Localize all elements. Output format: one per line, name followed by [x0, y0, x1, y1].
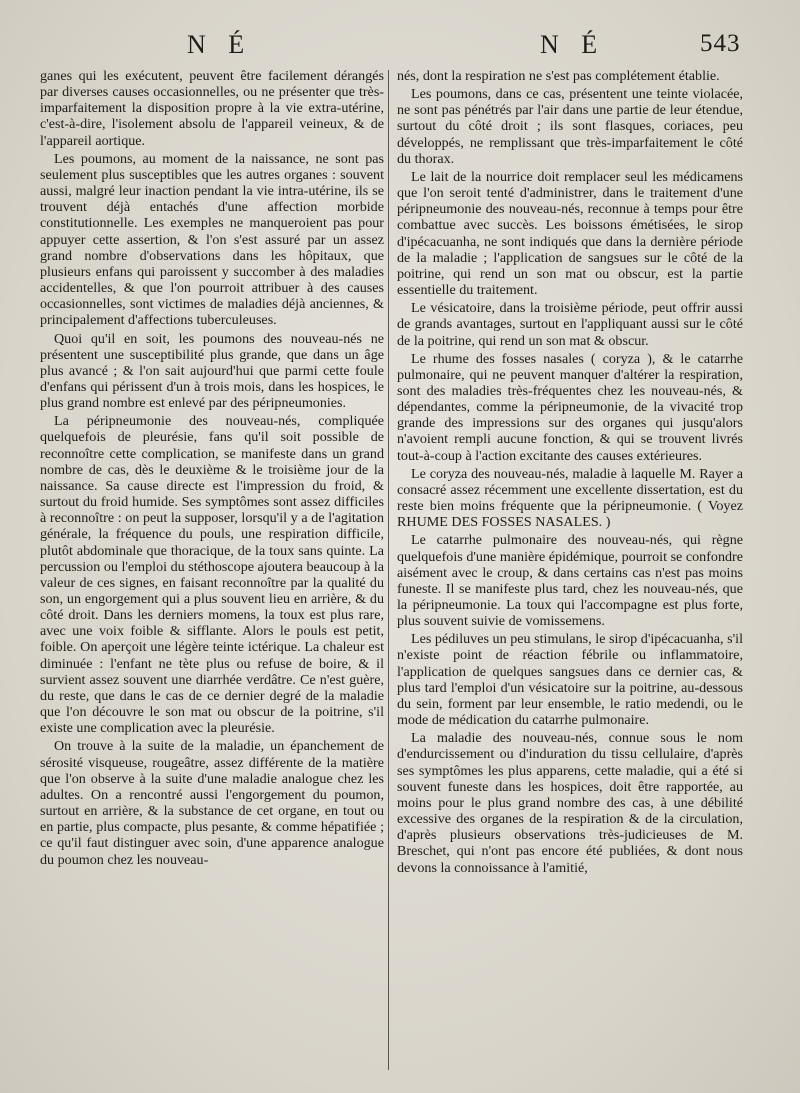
paragraph: On trouve à la suite de la maladie, un épanchement de sérosité visqueuse, rougeâtre, assez différente de la matière que l'on observe à la suite d'une maladie analogue chez les adultes. On a rencontré aussi l'engorgement du poumon, surtout en arrière, & la substance de cet organe, en tout ou en partie, plus compacte, plus pesante, & comme hépatifiée ; ce qu'il faut distinguer avec soin, d'une apparence analogue du poumon chez les nouveau- [40, 738, 384, 868]
right-column [397, 68, 743, 876]
paragraph: Le catarrhe pulmonaire des nouveau-nés, qui règne quelquefois d'une manière épidémique, pourroit se confondre aisément avec le croup, & dans certains cas n'est pas moins funeste. Il se manifeste plus tard, chez les nouveau-nés, que la péripneumonie. La toux qui l'accompagne est plus forte, plus souvent suivie de vomissemens. [397, 532, 743, 630]
paragraph: La péripneumonie des nouveau-nés, compliquée quelquefois de pleurésie, fans qu'il soit possible de reconnoître cette complication, se manifeste dans un grand nombre de cas, dès le deuxième & le troisième jour de la naissance. Sa cause directe est l'impression du froid, & surtout du froid humide. Ses symptômes sont assez difficiles à reconnoître : on peut la supposer, lorsqu'il y a de l'agitation générale, la fréquence du pouls, une respiration difficile, plutôt abdominale que thoracique, de la toux sans quinte. La percussion ou l'emploi du stéthoscope ajoutera beaucoup à la valeur de ces signes, en faisant reconnoître par la qualité du son, un engorgement qui a plus souvent lieu en arrière, & du côté droit. Dans les derniers momens, la toux est plus rare, avec une voix foible & sifflante. Alors le pouls est petit, foible. On aperçoit une légère teinte ictérique. La chaleur est diminuée : l'enfant ne tète plus ou refuse de boire, & il survient assez souvent une diarrhée verdâtre. Ce n'est guère, du reste, que dans le cas de ce dernier degré de la maladie que l'on découvre le son mat ou obscur de la poitrine, s'il existe une complication avec la pleurésie. [40, 413, 384, 737]
paragraph: nés, dont la respiration ne s'est pas complétement établie. [397, 68, 720, 84]
paragraph: Les poumons, au moment de la naissance, ne sont pas seulement plus susceptibles que les autres organes : souvent aussi, malgré leur inaction pendant la vie intra-utérine, ils se trouvent déjà entachés d'une affection morbide constitutionnelle. Les exemples ne manqueroient pas pour appuyer cette assertion, & l'on s'est assuré par un assez grand nombre d'observations dans les hôpitaux, que plusieurs enfans qui paroissent y succomber à des maladies accidentelles, & que l'on pourroit attribuer à des causes occasionnelles, sont victimes de maladies déjà anciennes, & principalement d'affections tuberculeuses. [40, 150, 384, 329]
column-divider [388, 70, 389, 1070]
header-right-title: N É [540, 30, 606, 59]
paragraph: Le lait de la nourrice doit remplacer seul les médicamens que l'on seroit tenté d'administrer, dans le traitement d'une péripneumonie des nouveau-nés, reconnue à temps pour être combattue avec succès. Les boissons émétisées, le sirop d'ipécacuanha, ne sont indiqués que dans la dernière période de la maladie ; l'application de sangsues sur le côté de la poitrine, qui rend un son mat ou obscur, est la partie essentielle du traitement. [397, 168, 743, 299]
header-left-title: N É [187, 30, 253, 59]
running-header [0, 30, 800, 64]
page-number: 543 [700, 30, 741, 57]
paragraph: Le rhume des fosses nasales ( coryza ), & le catarrhe pulmonaire, qui ne peuvent manquer d'altérer la respiration, sont des maladies très-fréquentes chez les nouveau-nés, & dépendantes, comme la péripneumonie, de la vivacité trop grande des impressions sur des organes qui jusqu'alors n'avoient rempli aucune fonction, & qui se trouvent livrés tout-à-coup à l'action excitante des causes extérieures. [397, 350, 743, 464]
paragraph: Le coryza des nouveau-nés, maladie à laquelle M. Rayer a consacré assez récemment une excellente dissertation, est du reste bien moins fréquente que la péripneumonie. ( Voyez RHUME DES FOSSES NASALES. ) [397, 465, 743, 531]
paragraph: Les poumons, dans ce cas, présentent une teinte violacée, ne sont pas pénétrés par l'air dans une partie de leur étendue, surtout du côté droit ; ils sont flasques, coriaces, peu développés, ne remplissant que très-imparfaitement le côté du thorax. [397, 86, 743, 167]
paragraph: Le vésicatoire, dans la troisième période, peut offrir aussi de grands avantages, surtout en l'appliquant aussi sur le côté de la poitrine, qui rend un son mat & obscur. [397, 300, 743, 349]
paragraph: Les pédiluves un peu stimulans, le sirop d'ipécacuanha, s'il n'existe point de réaction fébrile ou inflammatoire, l'application de quelques sangsues dans ce dernier cas, & plus tard l'emploi d'un vésicatoire sur la poitrine, au-dessous du sein, forment par leur ensemble, le ratio medendi, ou le mode de médication du catarrhe pulmonaire. [397, 631, 743, 729]
paragraph: ganes qui les exécutent, peuvent être facilement dérangés par diverses causes occasionnelles, ou ne présenter que très-imparfaitement la disposition propre à la vie extra-utérine, c'est-à-dire, l'isolement absolu de l'appareil veineux, & de l'appareil aortique. [40, 68, 384, 149]
left-column [40, 68, 384, 868]
paragraph: Quoi qu'il en soit, les poumons des nouveau-nés ne présentent une susceptibilité plus grande, que dans un âge plus avancé ; & l'on sait aujourd'hui que parmi cette foule d'enfans qui périssent d'un à trois mois, dans les hospices, le plus grand nombre est enlevé par des péripneumonies. [40, 330, 384, 412]
paragraph: La maladie des nouveau-nés, connue sous le nom d'endurcissement ou d'induration du tissu cellulaire, d'après ses symptômes les plus apparens, cette maladie, qui a été si souvent funeste dans les hospices, doit être rapportée, au moins pour le plus grand nombre des cas, à une débilité excessive des organes de la respiration & de la circulation, d'après plusieurs observations très-judicieuses de M. Breschet, qui n'ont pas encore été publiées, & dont nous devons la connoissance à l'amitié, [397, 730, 743, 876]
